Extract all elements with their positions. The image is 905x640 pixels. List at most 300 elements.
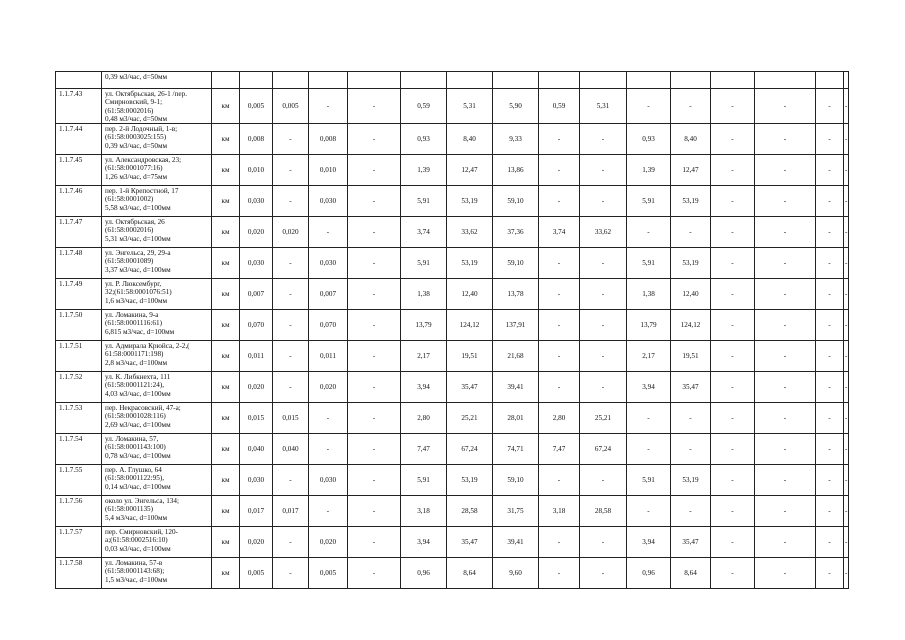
value-cell: -	[539, 558, 580, 589]
value-cell: 0,030	[240, 186, 273, 217]
value-cell: -	[309, 403, 348, 434]
value-cell: 9,33	[493, 124, 539, 155]
value-cell: 53,19	[671, 186, 711, 217]
value-cell: -	[539, 186, 580, 217]
table-row	[56, 372, 849, 403]
description-line: (61:58:0001089)	[105, 257, 154, 266]
value-cell: -	[844, 248, 849, 279]
value-cell: 12,40	[447, 279, 493, 310]
value-cell: 12,47	[447, 155, 493, 186]
description-line: ул. Александровская, 23;	[105, 156, 182, 165]
value-cell: 39,41	[493, 527, 539, 558]
value-cell: 0,011	[309, 341, 348, 372]
value-cell: -	[816, 341, 844, 372]
value-cell: -	[273, 248, 309, 279]
value-cell: 0,030	[309, 248, 348, 279]
row-number-cell: 1.1.7.44	[56, 124, 102, 155]
value-cell: -	[816, 403, 844, 434]
value-cell: -	[755, 496, 816, 527]
value-cell: 5,91	[401, 186, 447, 217]
value-cell: 3,18	[539, 496, 580, 527]
row-number-cell: 1.1.7.56	[56, 496, 102, 527]
value-cell: -	[273, 558, 309, 589]
value-cell: -	[844, 496, 849, 527]
description-cell	[102, 279, 212, 310]
unit-cell: км	[212, 341, 240, 372]
value-cell: -	[348, 341, 401, 372]
description-line: (61:58:0001121:24),	[105, 381, 165, 390]
value-cell: -	[273, 372, 309, 403]
description-line: а;(61:58:0002516:10)	[105, 536, 168, 545]
unit-cell: км	[212, 310, 240, 341]
value-cell: -	[816, 434, 844, 465]
value-cell	[711, 72, 755, 89]
value-cell: 59,10	[493, 248, 539, 279]
value-cell: 8,64	[671, 558, 711, 589]
value-cell: -	[273, 279, 309, 310]
value-cell: -	[539, 248, 580, 279]
value-cell: 53,19	[671, 248, 711, 279]
value-cell: 0,020	[240, 372, 273, 403]
value-cell: 3,18	[401, 496, 447, 527]
value-cell: -	[539, 279, 580, 310]
value-cell: -	[627, 403, 671, 434]
value-cell: 5,90	[493, 89, 539, 124]
value-cell: 5,91	[627, 186, 671, 217]
row-number-cell: 1.1.7.57	[56, 527, 102, 558]
value-cell	[348, 72, 401, 89]
value-cell: 67,24	[447, 434, 493, 465]
value-cell: 0,93	[627, 124, 671, 155]
value-cell: -	[711, 527, 755, 558]
value-cell: 35,47	[447, 527, 493, 558]
value-cell: -	[580, 527, 627, 558]
value-cell: 0,93	[401, 124, 447, 155]
value-cell: -	[816, 217, 844, 248]
value-cell: -	[309, 217, 348, 248]
value-cell: 12,40	[671, 279, 711, 310]
value-cell	[401, 72, 447, 89]
value-cell	[671, 72, 711, 89]
description-line: 3,37 м3/час, d=100мм	[105, 265, 171, 274]
description-line: 0,14 м3/час, d=100мм	[105, 482, 171, 491]
unit-cell: км	[212, 186, 240, 217]
value-cell: 137,91	[493, 310, 539, 341]
description-line: 1,5 м3/час, d=100мм	[105, 575, 168, 584]
value-cell: 33,62	[580, 217, 627, 248]
value-cell: -	[844, 527, 849, 558]
value-cell: 0,007	[309, 279, 348, 310]
value-cell: -	[627, 434, 671, 465]
value-cell: 0,030	[309, 186, 348, 217]
value-cell: -	[755, 89, 816, 124]
value-cell: 35,47	[671, 372, 711, 403]
description-line: 4,03 м3/час, d=100мм	[105, 389, 171, 398]
value-cell: 74,71	[493, 434, 539, 465]
value-cell: -	[309, 89, 348, 124]
description-line: 0,39 м3/час, d=50мм	[105, 73, 168, 81]
value-cell: 0,020	[309, 372, 348, 403]
value-cell: 0,020	[240, 527, 273, 558]
value-cell	[580, 72, 627, 89]
value-cell: -	[539, 341, 580, 372]
value-cell: 28,58	[580, 496, 627, 527]
value-cell: -	[580, 372, 627, 403]
unit-cell	[212, 72, 240, 89]
description-line: (61:58:0001028:116)	[105, 412, 166, 421]
value-cell: -	[755, 341, 816, 372]
value-cell: 0,030	[240, 248, 273, 279]
table-row	[56, 155, 849, 186]
value-cell: -	[816, 496, 844, 527]
description-line: (61:58:0001122:95),	[105, 474, 165, 483]
value-cell: 5,91	[627, 465, 671, 496]
description-line: 61:58:0001171:198)	[105, 350, 164, 359]
value-cell: -	[348, 558, 401, 589]
value-cell: 2,17	[401, 341, 447, 372]
value-cell: -	[273, 465, 309, 496]
value-cell: 0,008	[309, 124, 348, 155]
value-cell: 0,005	[273, 89, 309, 124]
value-cell: 0,015	[273, 403, 309, 434]
value-cell	[539, 72, 580, 89]
value-cell: 0,040	[273, 434, 309, 465]
value-cell: 25,21	[580, 403, 627, 434]
value-cell: 8,40	[671, 124, 711, 155]
value-cell	[755, 72, 816, 89]
value-cell: 37,36	[493, 217, 539, 248]
unit-cell: км	[212, 155, 240, 186]
value-cell: -	[816, 89, 844, 124]
unit-cell: км	[212, 558, 240, 589]
description-cell	[102, 558, 212, 589]
value-cell: -	[711, 124, 755, 155]
value-cell: -	[273, 124, 309, 155]
value-cell: 3,94	[627, 372, 671, 403]
value-cell: 28,01	[493, 403, 539, 434]
value-cell: 0,59	[539, 89, 580, 124]
value-cell: -	[539, 124, 580, 155]
value-cell: 0,59	[401, 89, 447, 124]
value-cell: -	[348, 465, 401, 496]
description-cell	[102, 434, 212, 465]
table-row	[56, 403, 849, 434]
value-cell: -	[755, 403, 816, 434]
value-cell: -	[627, 89, 671, 124]
value-cell: 0,070	[309, 310, 348, 341]
value-cell: 0,020	[240, 217, 273, 248]
value-cell: 8,40	[447, 124, 493, 155]
value-cell: -	[348, 527, 401, 558]
value-cell: -	[348, 248, 401, 279]
value-cell: 2,17	[627, 341, 671, 372]
description-line: 0,48 м3/час, d=50мм	[105, 114, 168, 123]
value-cell: -	[539, 310, 580, 341]
unit-cell: км	[212, 89, 240, 124]
description-line: (61:58:0001143:68);	[105, 567, 165, 576]
unit-cell: км	[212, 465, 240, 496]
value-cell: 1,39	[401, 155, 447, 186]
description-line: ул. Октябрьская, 26-1 /пер.	[105, 90, 187, 98]
row-number-cell: 1.1.7.58	[56, 558, 102, 589]
value-cell: -	[539, 527, 580, 558]
value-cell: 5,31	[447, 89, 493, 124]
value-cell: -	[348, 124, 401, 155]
value-cell: -	[755, 558, 816, 589]
value-cell: -	[755, 124, 816, 155]
description-line: 5,58 м3/час, d=100мм	[105, 203, 171, 212]
value-cell: 8,64	[447, 558, 493, 589]
row-number-cell: 1.1.7.46	[56, 186, 102, 217]
value-cell: -	[816, 310, 844, 341]
value-cell: -	[844, 217, 849, 248]
value-cell: -	[844, 403, 849, 434]
value-cell: 13,86	[493, 155, 539, 186]
value-cell: 59,10	[493, 186, 539, 217]
value-cell: -	[711, 310, 755, 341]
value-cell: -	[348, 155, 401, 186]
value-cell	[493, 72, 539, 89]
value-cell: -	[671, 403, 711, 434]
table-row	[56, 341, 849, 372]
value-cell: 25,21	[447, 403, 493, 434]
value-cell: -	[273, 527, 309, 558]
value-cell: -	[711, 248, 755, 279]
value-cell	[309, 72, 348, 89]
value-cell: -	[580, 558, 627, 589]
value-cell: -	[711, 403, 755, 434]
value-cell: 67,24	[580, 434, 627, 465]
value-cell: -	[711, 186, 755, 217]
value-cell: 0,96	[401, 558, 447, 589]
description-line: (61:58:0001116:61)	[105, 319, 162, 328]
description-line: пер. Смирновский, 120-	[105, 528, 178, 537]
description-line: ул. Ломакина, 57-в	[105, 559, 163, 568]
description-line: ул. Энгельса, 29, 29-а	[105, 249, 171, 258]
value-cell: -	[671, 89, 711, 124]
value-cell: -	[580, 248, 627, 279]
value-cell: 3,94	[401, 527, 447, 558]
table-row	[56, 496, 849, 527]
value-cell: -	[539, 465, 580, 496]
value-cell: -	[580, 341, 627, 372]
value-cell: -	[755, 217, 816, 248]
value-cell: -	[711, 465, 755, 496]
unit-cell: км	[212, 279, 240, 310]
value-cell: 2,80	[401, 403, 447, 434]
unit-cell: км	[212, 434, 240, 465]
description-line: 32;(61:58:0001076:51)	[105, 288, 172, 297]
value-cell: -	[711, 89, 755, 124]
value-cell: -	[816, 124, 844, 155]
value-cell: 39,41	[493, 372, 539, 403]
pipeline-works-table	[55, 71, 849, 589]
value-cell: -	[309, 434, 348, 465]
row-number-cell: 1.1.7.49	[56, 279, 102, 310]
value-cell: -	[755, 465, 816, 496]
value-cell: -	[627, 217, 671, 248]
value-cell: -	[273, 310, 309, 341]
row-number-cell: 1.1.7.48	[56, 248, 102, 279]
table-row	[56, 558, 849, 589]
row-number-cell: 1.1.7.45	[56, 155, 102, 186]
value-cell: -	[539, 372, 580, 403]
value-cell: 0,011	[240, 341, 273, 372]
description-line: (61:58:0001077:16)	[105, 164, 163, 173]
value-cell: -	[755, 527, 816, 558]
value-cell: 53,19	[671, 465, 711, 496]
value-cell: 5,31	[580, 89, 627, 124]
unit-cell: км	[212, 496, 240, 527]
value-cell: -	[580, 465, 627, 496]
description-cell	[102, 372, 212, 403]
value-cell: -	[309, 496, 348, 527]
value-cell: -	[844, 341, 849, 372]
description-cell	[102, 341, 212, 372]
row-number-cell: 1.1.7.47	[56, 217, 102, 248]
value-cell: 3,94	[627, 527, 671, 558]
description-line: (61:58:0003025:155)	[105, 133, 167, 142]
description-line: около ул. Энгельса, 134;	[105, 497, 179, 506]
description-line: 0,78 м3/час, d=100мм	[105, 451, 171, 460]
description-line: 0,39 м3/час, d=50мм	[105, 141, 168, 150]
value-cell: -	[711, 496, 755, 527]
value-cell: -	[844, 558, 849, 589]
description-line: 2,8 м3/час, d=100мм	[105, 358, 168, 367]
value-cell: -	[755, 372, 816, 403]
value-cell: -	[816, 186, 844, 217]
value-cell: -	[671, 434, 711, 465]
value-cell: -	[755, 279, 816, 310]
value-cell: -	[816, 279, 844, 310]
value-cell	[240, 72, 273, 89]
value-cell: -	[711, 372, 755, 403]
table-row	[56, 89, 849, 124]
value-cell: -	[816, 372, 844, 403]
value-cell: -	[711, 558, 755, 589]
value-cell: 0,070	[240, 310, 273, 341]
description-line: ул. Ломакина, 9-а	[105, 311, 159, 320]
row-number-cell: 1.1.7.51	[56, 341, 102, 372]
value-cell: 31,75	[493, 496, 539, 527]
value-cell: 59,10	[493, 465, 539, 496]
unit-cell: км	[212, 248, 240, 279]
value-cell: 3,74	[401, 217, 447, 248]
value-cell: -	[580, 124, 627, 155]
value-cell: 19,51	[447, 341, 493, 372]
description-line: ул. Октябрьская, 26	[105, 218, 165, 227]
value-cell: -	[348, 279, 401, 310]
description-cell	[102, 186, 212, 217]
value-cell: -	[580, 186, 627, 217]
value-cell: 0,030	[240, 465, 273, 496]
value-cell: 1,38	[627, 279, 671, 310]
value-cell: 0,96	[627, 558, 671, 589]
value-cell: 21,68	[493, 341, 539, 372]
value-cell: -	[348, 310, 401, 341]
value-cell: -	[755, 155, 816, 186]
description-cell	[102, 248, 212, 279]
value-cell: 13,78	[493, 279, 539, 310]
description-cell	[102, 155, 212, 186]
value-cell: 5,91	[401, 465, 447, 496]
value-cell: -	[348, 89, 401, 124]
pipeline-works-table-sheet	[55, 71, 849, 589]
value-cell: -	[348, 496, 401, 527]
description-line: 1,6 м3/час, d=100мм	[105, 296, 168, 305]
description-cell	[102, 72, 212, 89]
description-line: Смирновский, 9-1;	[105, 98, 163, 107]
value-cell: -	[711, 279, 755, 310]
row-number-cell: 1.1.7.50	[56, 310, 102, 341]
description-line: 5,4 м3/час, d=100мм	[105, 513, 168, 522]
description-line: пер. 1-й Крепостной, 17	[105, 187, 179, 196]
description-line: 5,31 м3/час, d=100мм	[105, 234, 171, 243]
description-cell	[102, 527, 212, 558]
value-cell: -	[348, 372, 401, 403]
value-cell: 19,51	[671, 341, 711, 372]
value-cell: 5,91	[401, 248, 447, 279]
value-cell: -	[711, 341, 755, 372]
table-row	[56, 248, 849, 279]
value-cell: 0,020	[309, 527, 348, 558]
value-cell: -	[816, 248, 844, 279]
description-line: ул. Ломакина, 57,	[105, 435, 159, 444]
value-cell: -	[755, 310, 816, 341]
value-cell: -	[273, 341, 309, 372]
value-cell: 35,47	[671, 527, 711, 558]
row-number-cell: 1.1.7.52	[56, 372, 102, 403]
table-row	[56, 124, 849, 155]
value-cell: -	[580, 310, 627, 341]
table-row	[56, 465, 849, 496]
unit-cell: км	[212, 217, 240, 248]
description-line: ул. К. Либкнехта, 111	[105, 373, 171, 382]
description-cell	[102, 89, 212, 124]
table-row	[56, 310, 849, 341]
value-cell: 0,008	[240, 124, 273, 155]
value-cell: 124,12	[671, 310, 711, 341]
value-cell: -	[844, 124, 849, 155]
value-cell: -	[816, 527, 844, 558]
value-cell: 3,74	[539, 217, 580, 248]
value-cell: -	[348, 403, 401, 434]
value-cell: 0,010	[309, 155, 348, 186]
unit-cell: км	[212, 527, 240, 558]
value-cell: -	[844, 310, 849, 341]
description-cell	[102, 217, 212, 248]
description-line: пер. Некрасовский, 47-а;	[105, 404, 181, 413]
value-cell: 5,91	[627, 248, 671, 279]
value-cell: 0,005	[240, 558, 273, 589]
description-line: (61:58:0001143:100)	[105, 443, 166, 452]
value-cell: -	[755, 434, 816, 465]
value-cell	[447, 72, 493, 89]
value-cell: -	[844, 186, 849, 217]
row-number-cell: 1.1.7.43	[56, 89, 102, 124]
value-cell: 35,47	[447, 372, 493, 403]
value-cell: 53,19	[447, 186, 493, 217]
value-cell: 0,017	[273, 496, 309, 527]
description-cell	[102, 465, 212, 496]
description-line: ул. Р. Люксембург,	[105, 280, 162, 289]
value-cell: -	[816, 155, 844, 186]
value-cell: 13,79	[401, 310, 447, 341]
value-cell: -	[273, 186, 309, 217]
description-line: 6,815 м3/час, d=100мм	[105, 327, 175, 336]
value-cell: 33,62	[447, 217, 493, 248]
value-cell: 53,19	[447, 248, 493, 279]
